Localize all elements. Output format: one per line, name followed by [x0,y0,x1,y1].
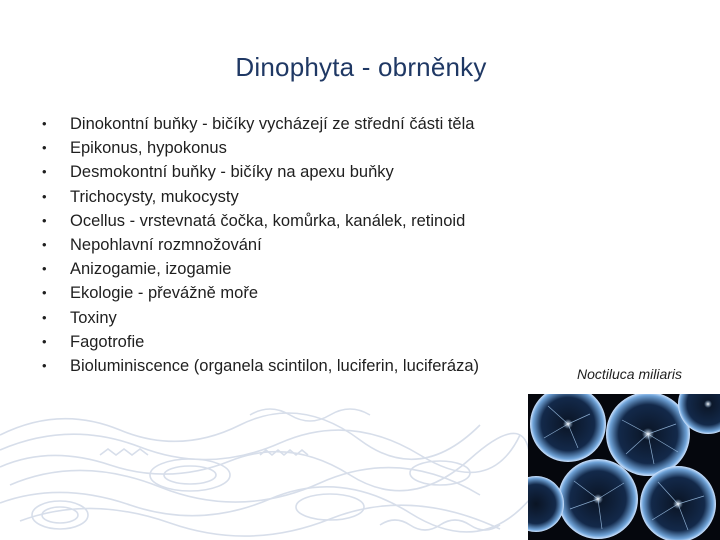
list-item [40,160,479,184]
bullet-text: Nepohlavní rozmnožování [70,235,262,254]
bullet-text: Ocellus - vrstevnatá čočka, komůrka, kanálek, retinoid [70,211,466,230]
bullet-text: Toxiny [70,308,117,327]
list-item [40,354,479,378]
bullet-dot-icon: • [42,261,47,277]
bullet-text: Dinokontní buňky - bičíky vycházejí ze střední části těla [70,115,475,133]
bullet-text: Anizogamie, izogamie [70,260,232,279]
bullet-text: Desmokontní buňky - bičíky na apexu buňky [70,163,394,182]
list-item [40,306,479,330]
list-item [40,281,479,305]
slide-title: Dinophyta - obrněnky [235,52,487,82]
bullet-dot-icon: • [42,188,47,204]
bullet-dot-icon: • [42,116,47,131]
bullet-dot-icon: • [42,236,47,252]
bullet-dot-icon: • [42,333,47,349]
list-item [40,209,479,233]
list-item [40,257,479,281]
bullet-list [40,112,479,378]
bullet-text: Bioluminiscence (organela scintilon, luciferin, luciferáza) [70,356,480,375]
bullet-text: Trichocysty, mukocysty [70,187,239,206]
bullet-dot-icon: • [42,357,47,373]
bullet-dot-icon: • [42,164,47,180]
bullet-dot-icon: • [42,212,47,228]
bullet-dot-icon: • [42,309,47,325]
noctiluca-cells-image [528,394,720,540]
bullet-dot-icon: • [42,285,47,301]
bullet-text: Ekologie - převážně moře [70,284,259,303]
bullet-text: Fagotrofie [70,332,145,351]
image-caption: Noctiluca miliaris [577,366,683,382]
list-item [40,112,479,136]
list-item [40,330,479,354]
bullet-text: Epikonus, hypokonus [70,139,227,158]
bullet-dot-icon: • [42,140,47,156]
noctiluca-photo [528,394,720,540]
list-item [40,233,479,257]
list-item [40,185,479,209]
list-item [40,136,479,160]
